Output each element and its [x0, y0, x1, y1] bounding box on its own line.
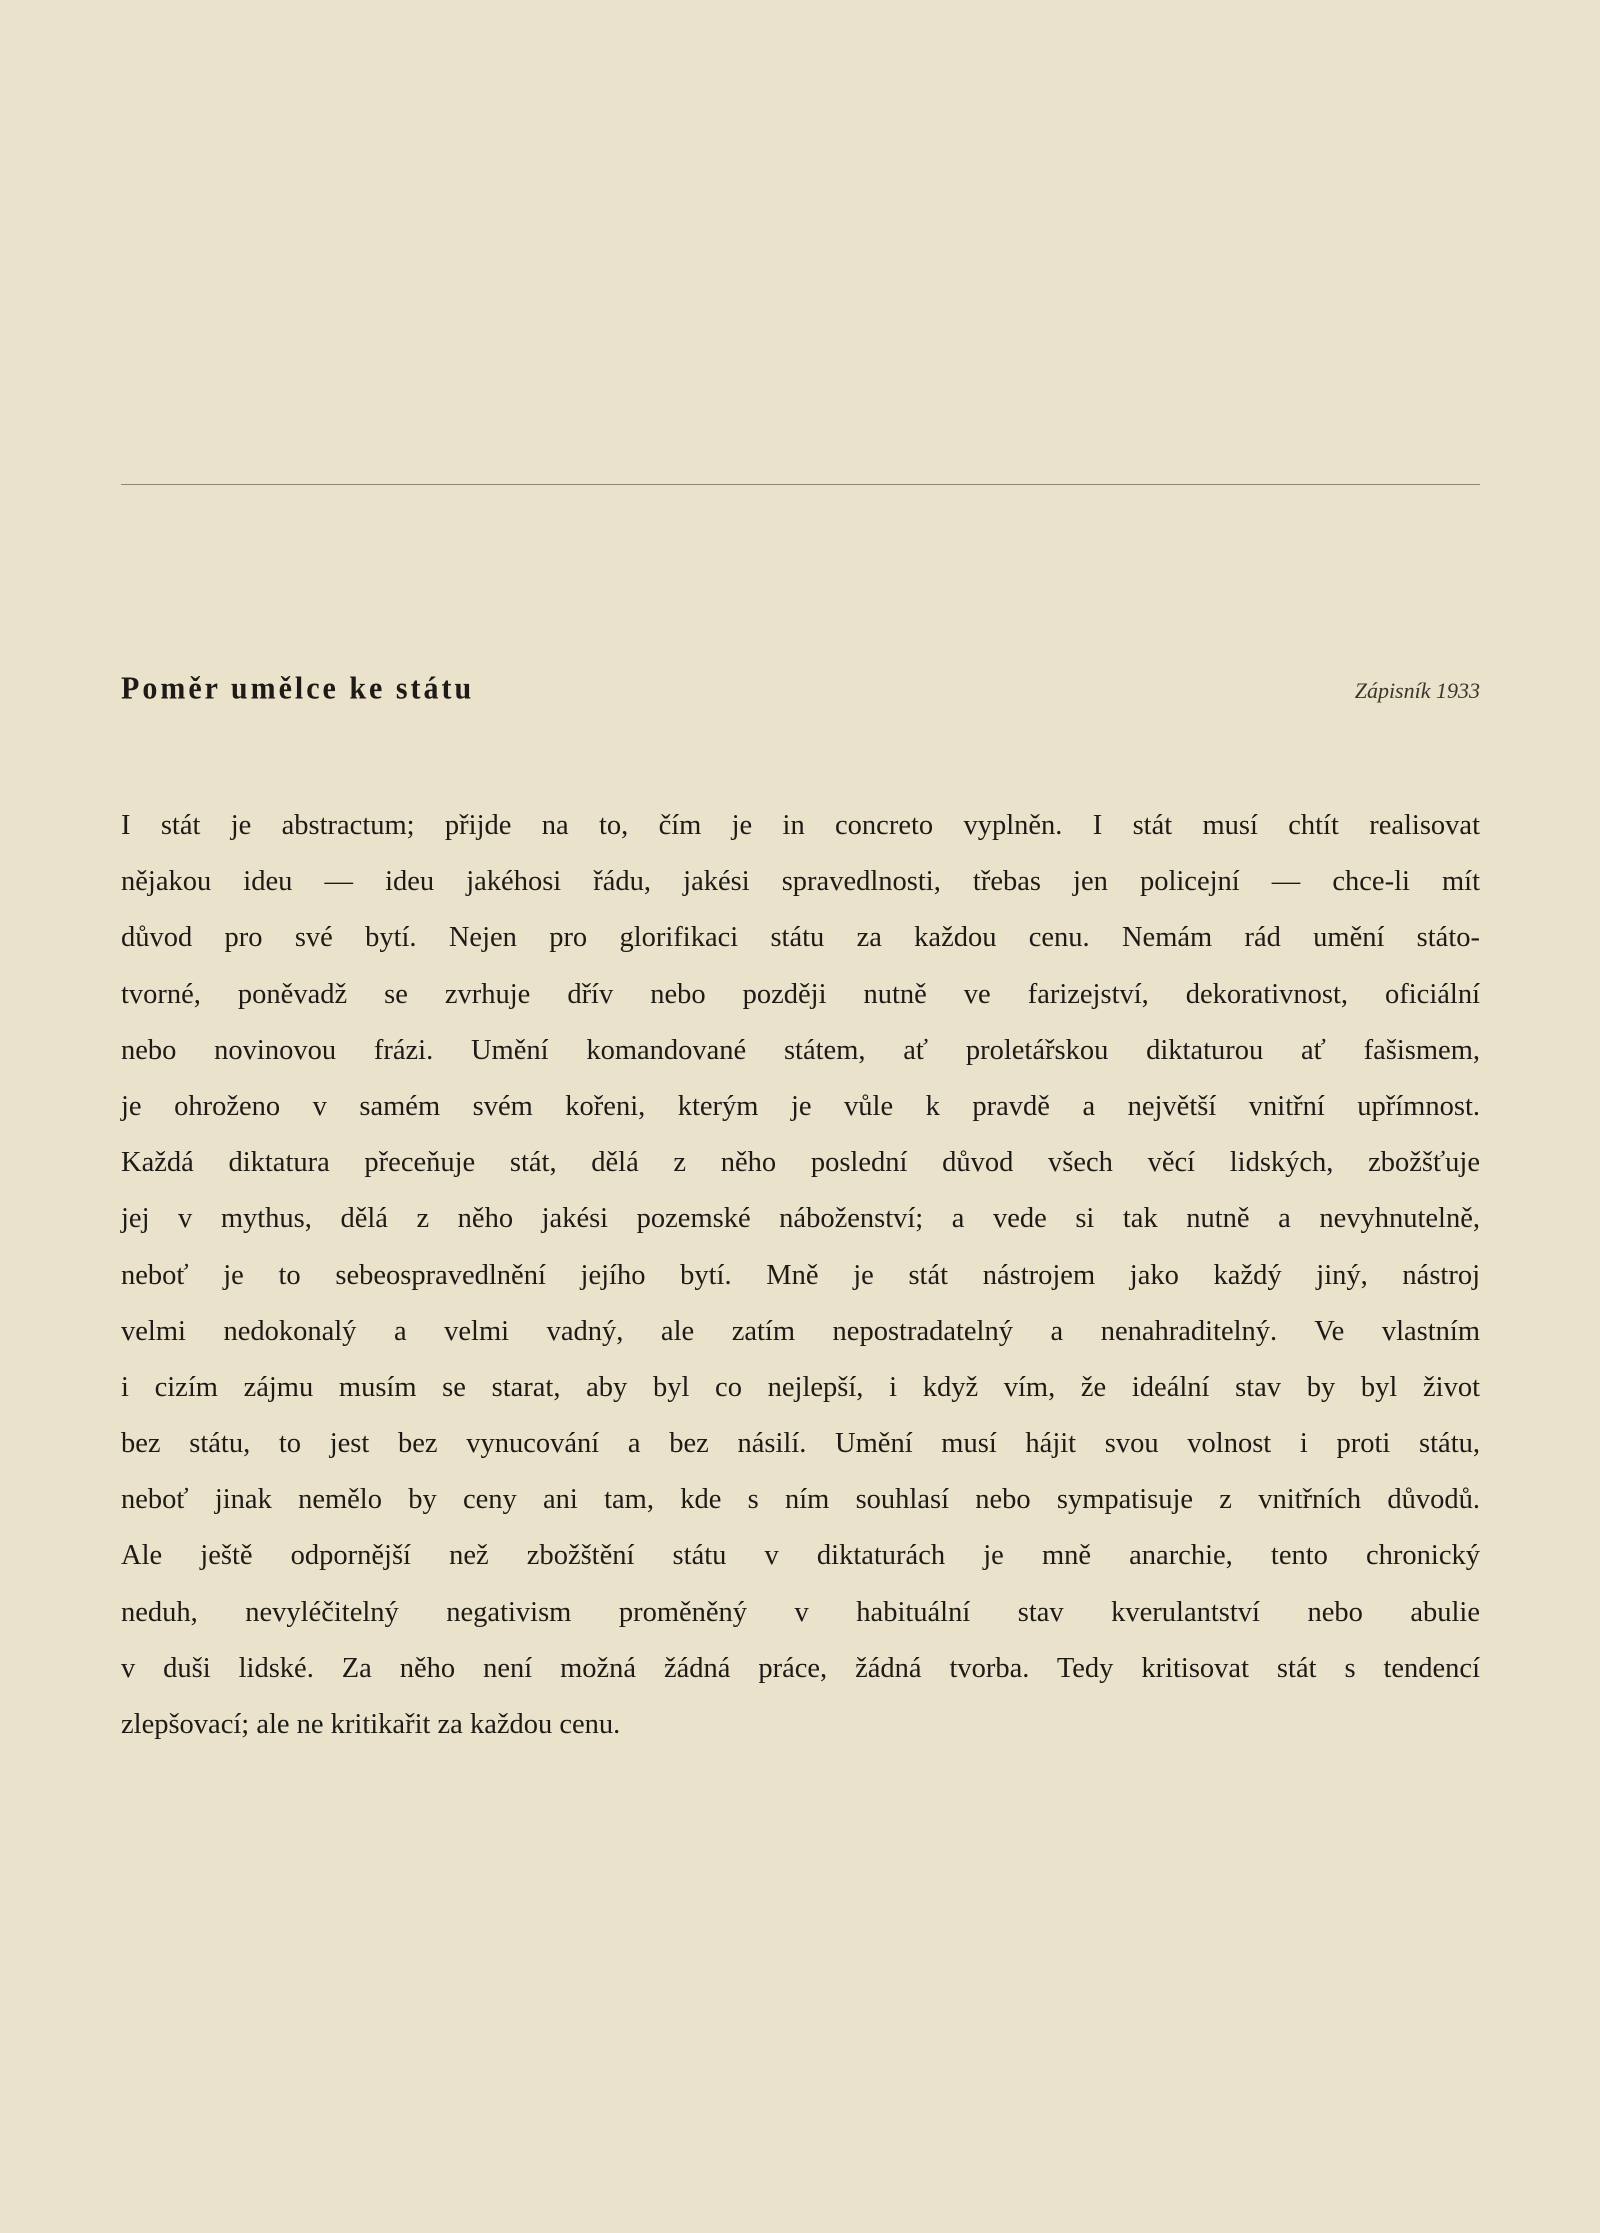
text-line: nějakou ideu — ideu jakéhosi řádu, jakési spravedlnosti, třebas jen policejní — chce-li mít — [121, 866, 1480, 898]
text-line: neboť jinak nemělo by ceny ani tam, kde s ním souhlasí nebo sympatisuje z vnitřních důvodů. — [121, 1484, 1480, 1516]
text-line: je ohroženo v samém svém kořeni, kterým je vůle k pravdě a největší vnitřní upřímnost. — [121, 1090, 1480, 1122]
essay-title: Poměr umělce ke státu — [121, 671, 475, 706]
text-line: důvod pro své bytí. Nejen pro glorifikaci státu za každou cenu. Nemám rád umění státo- — [121, 922, 1480, 954]
text-line: Každá diktatura přeceňuje stát, dělá z něho poslední důvod všech věcí lidských, zbožšťuje — [121, 1147, 1480, 1179]
horizontal-rule — [121, 484, 1480, 485]
essay-body — [121, 798, 1480, 1753]
text-line: neduh, nevyléčitelný negativism proměněný v habituální stav kverulantství nebo abulie — [121, 1596, 1480, 1628]
text-line: bez státu, to jest bez vynucování a bez násilí. Umění musí hájit svou volnost i proti státu, — [121, 1428, 1480, 1460]
text-line: v duši lidské. Za něho není možná žádná práce, žádná tvorba. Tedy kritisovat stát s tendencí — [121, 1652, 1480, 1684]
text-line: i cizím zájmu musím se starat, aby byl co nejlepší, i když vím, že ideální stav by byl život — [121, 1371, 1480, 1403]
essay-source: Zápisník 1933 — [1354, 678, 1480, 703]
text-line: neboť je to sebeospravedlnění jejího bytí. Mně je stát nástrojem jako každý jiný, nástroj — [121, 1259, 1480, 1291]
text-line: tvorné, poněvadž se zvrhuje dřív nebo později nutně ve farizejství, dekorativnost, oficiální — [121, 978, 1480, 1010]
text-line: jej v mythus, dělá z něho jakési pozemské náboženství; a vede si tak nutně a nevyhnutelně, — [121, 1203, 1480, 1235]
text-line: nebo novinovou frázi. Umění komandované státem, ať proletářskou diktaturou ať fašismem, — [121, 1034, 1480, 1066]
text-line: I stát je abstractum; přijde na to, čím je in concreto vyplněn. I stát musí chtít realisovat — [121, 810, 1480, 841]
text-line: zlepšovací; ale ne kritikařit za každou cenu. — [121, 1709, 621, 1740]
text-line: Ale ještě odpornější než zbožštění státu v diktaturách je mně anarchie, tento chronický — [121, 1540, 1480, 1572]
text-line: velmi nedokonalý a velmi vadný, ale zatím nepostradatelný a nenahraditelný. Ve vlastním — [121, 1315, 1480, 1347]
